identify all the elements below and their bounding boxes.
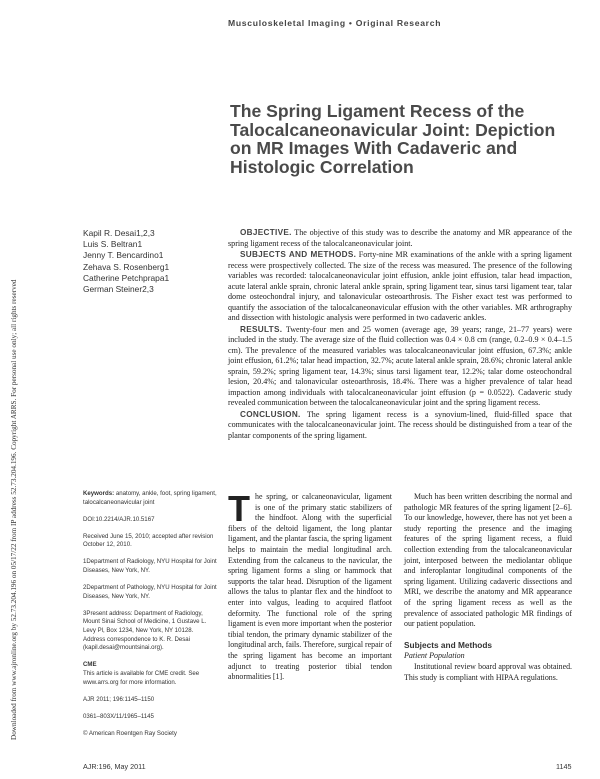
download-notice-text: Downloaded from www.ajronline.org by 52.73.204.196 on 05/17/22 from IP address 52.73.204.196. Copyright ARRS. For personal use only; all rights reserved — [10, 279, 18, 740]
abstract — [228, 228, 572, 442]
received-dates: Received June 15, 2010; accepted after revision October 12, 2010. — [83, 532, 214, 549]
page-number: 1145 — [556, 762, 572, 771]
keywords-label: Keywords: — [83, 490, 115, 497]
abstract-heading: CONCLUSION. — [240, 409, 301, 419]
abstract-methods — [228, 250, 572, 324]
cme-note — [83, 661, 217, 687]
abstract-results — [228, 325, 572, 409]
download-notice — [1, 0, 18, 779]
drop-cap: T — [228, 488, 250, 529]
body-column-1 — [228, 488, 392, 683]
keywords — [83, 490, 217, 507]
author: Zehava S. Rosenberg1 — [83, 261, 170, 272]
author: Luis S. Beltran1 — [83, 239, 143, 250]
article-metadata — [83, 490, 217, 747]
author: Jenny T. Bencardino1 — [83, 250, 164, 261]
abstract-heading: RESULTS. — [240, 324, 283, 334]
section-header: Musculoskeletal Imaging • Original Research — [228, 18, 442, 28]
section-heading: Subjects and Methods — [404, 639, 493, 650]
subsection-heading: Patient Population — [404, 651, 465, 661]
cme-label: CME — [83, 661, 97, 669]
abstract-objective — [228, 228, 572, 249]
abstract-conclusion — [228, 410, 572, 442]
affiliation-1: 1Department of Radiology, NYU Hospital for Joint Diseases, New York, NY. — [83, 558, 217, 575]
article-title: The Spring Ligament Recess of the Talocalcaneonavicular Joint: Depiction on MR Images With Cadaveric and Histologic Correlation — [230, 101, 556, 177]
abstract-text: Forty-nine MR examinations of the ankle with a spring ligament recess were prospectively collected. The size of the recess was measured. The presence of the following variables was recorded: talocalcaneonavicular joint effusion, ankle joint effusion, talar head impaction, acute lateral ankle sprain, chronic lateral ankle sprain, spring ligament tear, sinus tarsi ligament tear, talar dome osteochondral injury, and talonavicular osteoarthrosis. The Fisher exact test was performed to quantify the association of the talocalcaneonavicular effusion with the other variables. MR arthrography and dissection with histologic analysis were performed in two cadaveric ankles. — [228, 250, 573, 322]
author: Kapil R. Desai1,2,3 — [83, 228, 155, 238]
author-list — [83, 228, 213, 295]
body-paragraph: Much has been written describing the normal and pathologic MR features of the spring ligament [2–6]. To our knowledge, however, there has not yet been a study reporting the presence and the imaging features of the spring ligament recess, a fluid collection extending from the talocalcaneonavicular joint, interposed between the mediolantar oblique and inferoplantar longitudinal components of the spring ligament. Utilizing cadaveric dissections and MRI, we describe the anatomy and MR appearance of the spring ligament recess as well as the prevalence of associated pathologic MR findings of our patient population. — [404, 492, 572, 629]
doi: DOI:10.2214/AJR.10.5167 — [83, 515, 155, 523]
affiliation-2: 2Department of Pathology, NYU Hospital for Joint Diseases, New York, NY. — [83, 584, 217, 600]
abstract-text: The objective of this study was to describe the anatomy and MR appearance of the spring ligament recess of the talocalcaneonavicular joint. — [228, 228, 572, 248]
abstract-text: The spring ligament recess is a synovium-lined, fluid-filled space that communicates with the talocalcaneonavicular joint. The recess should be distinguished from a tear of the plantar components of the spring ligament. — [228, 409, 572, 440]
author: Catherine Petchprapa1 — [83, 272, 170, 283]
body-text: he spring, or calcaneonavicular, ligament is one of the primary static stabilizers of the hindfoot. Along with the superficial fibers of the deltoid ligament, the long plantar ligament, and the plantar fascia, the spring ligament helps to maintain the medial longitudinal arch. Extending from the calcaneus to the navicular, the spring ligament forms a sling or hammock that supports the talar head. Disruption of the ligament allows the talus to plantar flex and the hindfoot to enter into valgus, leading to acquired flatfoot deformity. The functional role of the spring ligament is even more important when the posterior tibial tendon, the primary dynamic stabilizer of the longitudinal arch, fails. Therefore, surgical repair of the spring ligament has become an important adjunct to treating posterior tibial tendon abnormalities [1]. — [228, 492, 392, 682]
body-paragraph: Institutional review board approval was obtained. This study is compliant with HIPAA regulations. — [404, 661, 572, 682]
author: German Steiner2,3 — [83, 284, 154, 295]
copyright: © American Roentgen Ray Society — [83, 729, 177, 737]
abstract-text: Twenty-four men and 25 women (average age, 39 years; range, 21–77 years) were included in the study. The average size of the fluid collection was 0.4 × 0.8 cm (range, 0.2–0.9 × 0.4–1.5 cm). The prevalence of the measured variables was talocalcaneonavicular joint effusion, 67.3%; ankle joint effusion, 61.2%; talar head impaction, 32.7%; acute lateral ankle sprain, 28.6%; chronic lateral ankle sprain, 59.2%; spring ligament tear, 14.3%; sinus tarsi ligament tear, 12.2%; talar dome osteochondral lesion, 20.4%; and talonavicular osteoarthrosis, 18.4%. There was a higher prevalence of talar head impaction among individuals with talocalcaneonavicular joint effusion (p = 0.0522). Cadaveric study revealed communication between the talocalcaneonavicular joint and the spring ligament recess. — [228, 324, 572, 407]
keywords-text: anatomy, ankle, foot, spring ligament, talocalcaneonavicular joint — [83, 490, 217, 506]
issn: 0361–803X/11/1965–1145 — [83, 712, 154, 720]
abstract-heading: SUBJECTS AND METHODS. — [240, 250, 357, 259]
affiliation-3: 3Present address: Department of Radiology, Mount Sinai School of Medicine, 1 Gustave L. Levy Pl, Box 1234, New York, NY 10128. Address correspondence to K. R. Desai (kapil.desai@mountsinai.org). — [83, 609, 207, 652]
abstract-heading: OBJECTIVE. — [240, 228, 292, 237]
citation: AJR 2011; 196:1145–1150 — [83, 695, 155, 703]
footer-journal: AJR:196, May 2011 — [83, 762, 146, 771]
body-column-2 — [404, 492, 572, 683]
cme-text: This article is available for CME credit. See www.arrs.org for more information. — [83, 669, 200, 686]
